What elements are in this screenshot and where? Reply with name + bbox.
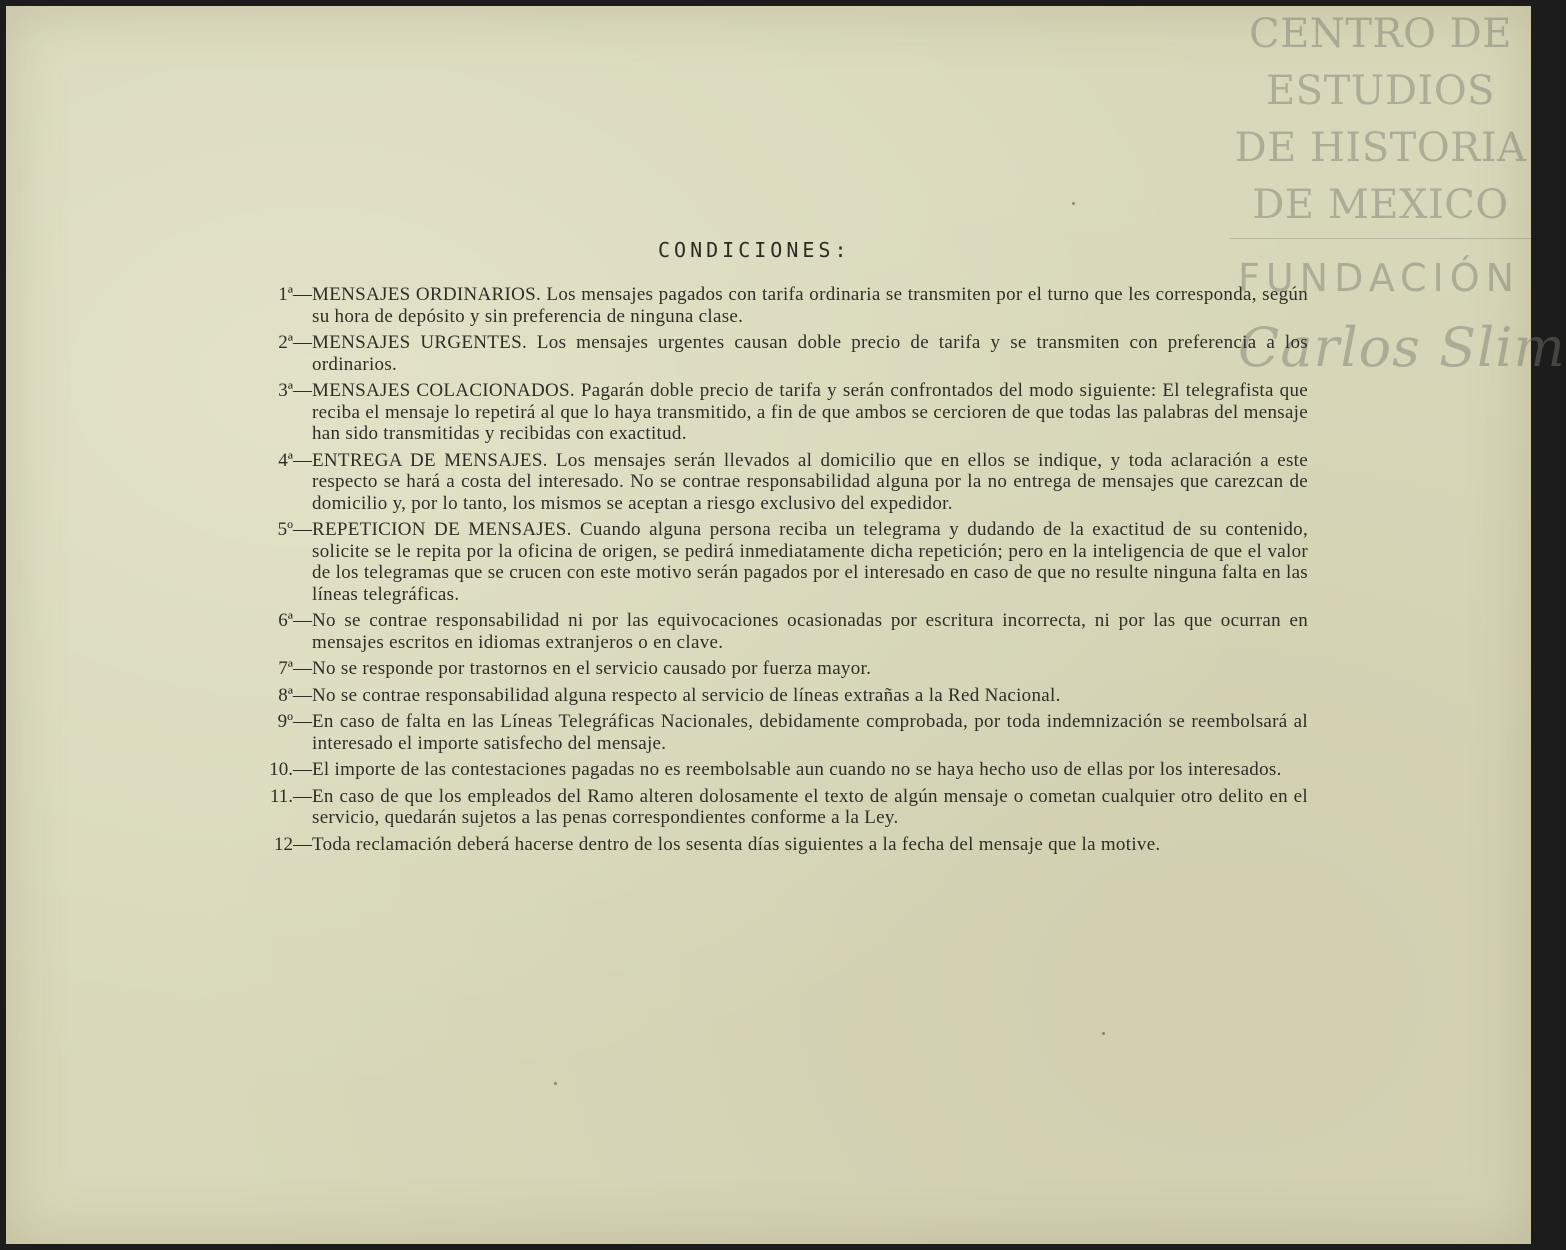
watermark-fundacion: FUNDACIÓN bbox=[1238, 256, 1521, 300]
condition-item bbox=[256, 450, 1308, 515]
condition-item bbox=[256, 759, 1308, 781]
condition-number: 4ª— bbox=[278, 449, 312, 471]
condition-item bbox=[256, 380, 1308, 445]
condition-text: No se responde por trastornos en el servicio causado por fuerza mayor. bbox=[312, 658, 872, 679]
paper-speck bbox=[1072, 202, 1075, 205]
condition-text: Toda reclamación deberá hacerse dentro de los sesenta días siguientes a la fecha del mensaje que la motive. bbox=[312, 833, 1161, 855]
condition-text: ENTREGA DE MENSAJES. Los mensajes serán llevados al domicilio que en ellos se indique, y toda aclaración a este respecto se hará a costa del interesado. No se contrae responsabilidad alguna por la no entrega de mensajes que carezcan de domicilio y, por lo tanto, los mismos se aceptan a riesgo exclusivo del expedidor. bbox=[312, 449, 1308, 514]
condition-number: 2ª— bbox=[278, 332, 312, 353]
condition-item bbox=[256, 711, 1308, 754]
condition-text: En caso de falta en las Líneas Telegráficas Nacionales, debidamente comprobada, por toda indemnización se reembolsará al interesado el importe satisfecho del mensaje. bbox=[312, 711, 1308, 754]
condition-item bbox=[256, 786, 1308, 829]
watermark-divider bbox=[1230, 238, 1531, 239]
watermark-line: DE HISTORIA bbox=[1234, 125, 1527, 171]
condition-number: 8ª— bbox=[278, 684, 312, 706]
watermark-line: ESTUDIOS bbox=[1265, 68, 1496, 114]
condition-number: 9º— bbox=[277, 711, 312, 732]
condition-text: MENSAJES COLACIONADOS. Pagarán doble precio de tarifa y serán confrontados del modo siguiente: El telegrafista que reciba el mensaje lo repetirá al que lo haya transmitido, a fin de que ambos se cercioren de que todas las palabras del mensaje han sido transmitidas y recibidas con exactitud. bbox=[312, 380, 1308, 444]
condition-item bbox=[256, 284, 1308, 327]
condition-item bbox=[256, 332, 1308, 375]
watermark-line: CENTRO DE bbox=[1249, 11, 1512, 57]
condition-number: 12— bbox=[274, 833, 312, 855]
condition-number: 1ª— bbox=[278, 284, 312, 305]
condition-number: 10.— bbox=[269, 759, 312, 780]
condition-text: El importe de las contestaciones pagadas no es reembolsable aun cuando no se haya hecho uso de ellas por los interesados. bbox=[312, 759, 1282, 780]
paper-speck bbox=[1102, 1032, 1105, 1035]
condition-text: MENSAJES ORDINARIOS. Los mensajes pagados con tarifa ordinaria se transmiten por el turno que les corresponda, según su hora de depósito y sin preferencia de ninguna clase. bbox=[312, 284, 1308, 327]
condition-number: 6ª— bbox=[278, 610, 312, 631]
condition-text: No se contrae responsabilidad ni por las equivocaciones ocasionadas por escritura incorrecta, ni por las que ocurran en mensajes escritos en idiomas extranjeros o en clave. bbox=[312, 610, 1308, 653]
condition-item bbox=[256, 658, 1308, 680]
condition-text: REPETICION DE MENSAJES. Cuando alguna persona reciba un telegrama y dudando de la exactitud de su contenido, solicite se le repita por la oficina de origen, se pedirá inmediatamente dicha repetición; pero en la inteligencia de que el valor de los telegramas que se crucen con este motivo serán pagados por el interesado en caso de que no resulte ninguna falta en las líneas telegráficas. bbox=[312, 519, 1308, 605]
watermark-line: DE MEXICO bbox=[1252, 182, 1509, 228]
condition-number: 5º— bbox=[277, 519, 312, 540]
watermark-signature: Carlos Slim bbox=[1238, 316, 1566, 379]
conditions-title: CONDICIONES: bbox=[658, 238, 851, 262]
document-page bbox=[6, 6, 1566, 1244]
condition-number: 7ª— bbox=[278, 658, 312, 679]
conditions-list bbox=[256, 284, 1308, 860]
condition-item bbox=[256, 685, 1308, 707]
condition-text: MENSAJES URGENTES. Los mensajes urgentes causan doble precio de tarifa y se transmiten con preferencia a los ordinarios. bbox=[312, 332, 1308, 375]
condition-item bbox=[256, 610, 1308, 653]
condition-item bbox=[256, 834, 1308, 856]
condition-number: 3ª— bbox=[278, 380, 312, 401]
condition-item bbox=[256, 519, 1308, 605]
paper-speck bbox=[554, 1082, 557, 1085]
condition-text: No se contrae responsabilidad alguna respecto al servicio de líneas extrañas a la Red Nacional. bbox=[312, 684, 1061, 706]
condition-number: 11.— bbox=[269, 785, 312, 807]
condition-text: En caso de que los empleados del Ramo alteren dolosamente el texto de algún mensaje o cometan cualquier otro delito en el servicio, quedarán sujetos a las penas correspondientes conforme a la Ley. bbox=[312, 785, 1308, 828]
